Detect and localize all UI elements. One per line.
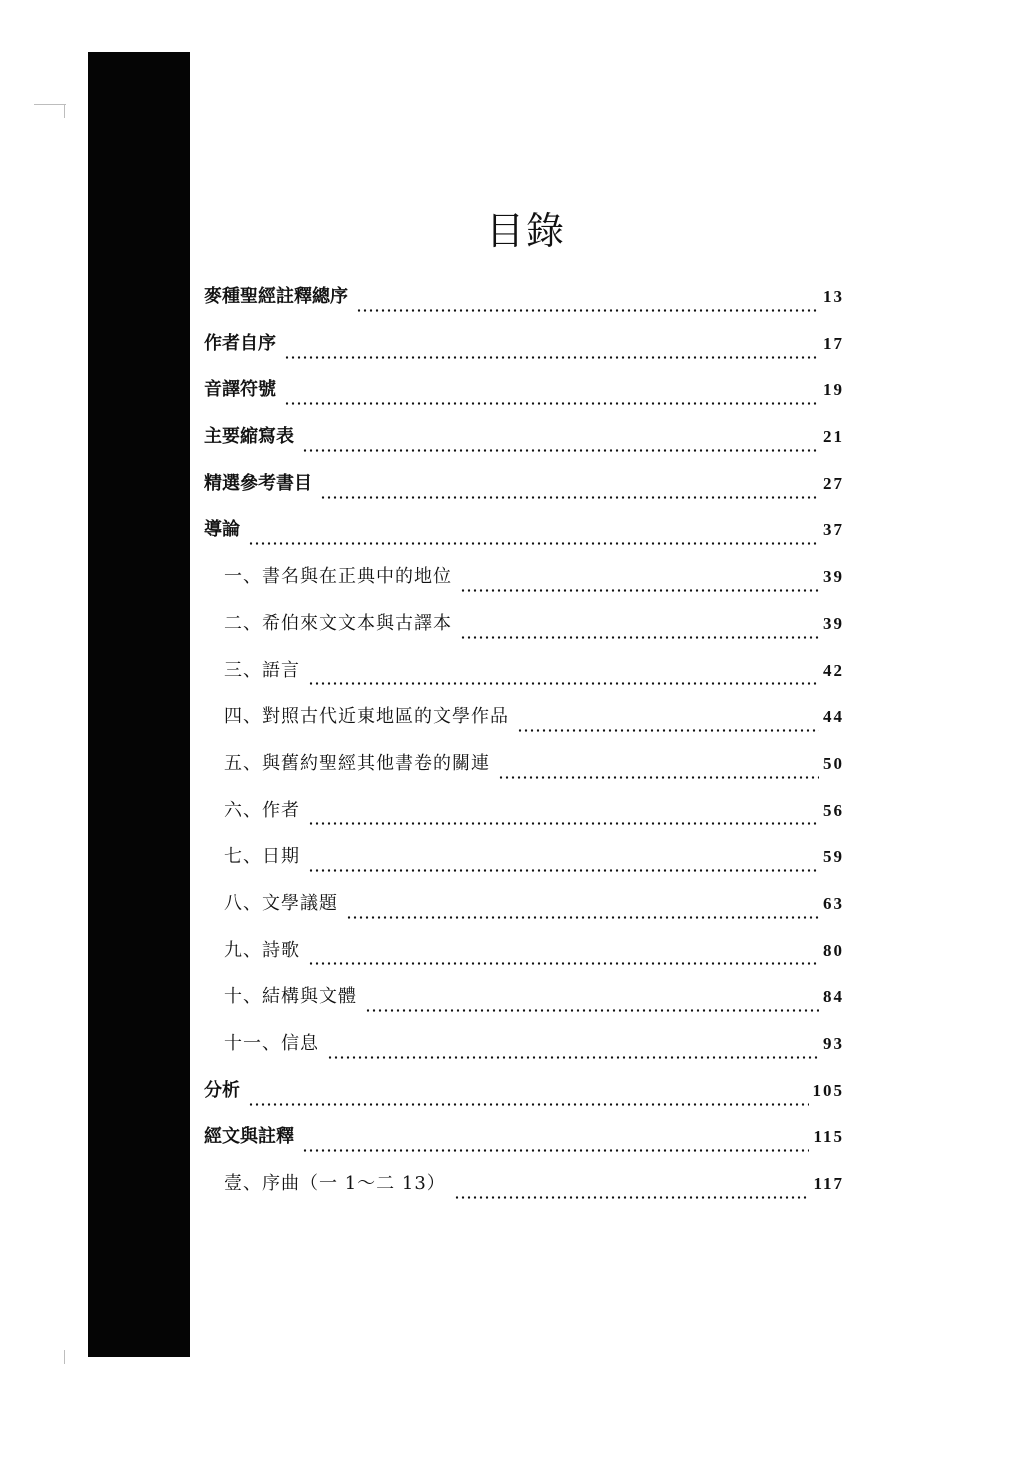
dot-leader bbox=[248, 542, 819, 545]
toc-entry bbox=[204, 1169, 844, 1216]
toc-entry-page-number: 27 bbox=[823, 473, 844, 493]
toc-entry-page-number: 93 bbox=[823, 1034, 844, 1053]
toc-entry-label: 六、作者 bbox=[224, 799, 300, 821]
dot-leader bbox=[365, 1009, 819, 1012]
toc-entry-page-number: 63 bbox=[823, 893, 844, 913]
dot-leader bbox=[460, 589, 819, 592]
toc-entry bbox=[204, 375, 844, 422]
toc-entry-label: 精選參考書目 bbox=[204, 472, 312, 494]
toc-entry-label: 八、文學議題 bbox=[224, 892, 338, 914]
dot-leader bbox=[308, 822, 819, 825]
dot-leader bbox=[308, 962, 819, 965]
toc-entry-page-number: 115 bbox=[813, 1127, 844, 1147]
toc-entry-label: 經文與註釋 bbox=[204, 1126, 294, 1148]
toc-entry bbox=[204, 796, 844, 843]
toc-entry-page-number: 21 bbox=[823, 427, 844, 447]
toc-entry bbox=[204, 982, 844, 1029]
scan-edge-line-bottom bbox=[64, 1350, 65, 1364]
toc-entry bbox=[204, 1029, 844, 1076]
toc-entry-label: 麥種聖經註釋總序 bbox=[204, 286, 348, 307]
dot-leader bbox=[320, 496, 819, 499]
toc-entry bbox=[204, 656, 844, 703]
toc-entry bbox=[204, 749, 844, 796]
toc-entry-label: 二、希伯來文文本與古譯本 bbox=[224, 612, 452, 634]
toc-entry-label: 十、結構與文體 bbox=[224, 986, 357, 1008]
toc-entry-page-number: 59 bbox=[823, 847, 844, 867]
toc-entry bbox=[204, 1076, 844, 1123]
toc-entry-label: 主要縮寫表 bbox=[204, 426, 294, 448]
toc-entry-label: 分析 bbox=[204, 1079, 240, 1101]
toc-entry-page-number: 13 bbox=[823, 287, 844, 306]
toc-entry bbox=[204, 469, 844, 516]
toc-entry-page-number: 50 bbox=[823, 753, 844, 773]
dot-leader bbox=[302, 1149, 809, 1152]
toc-entry bbox=[204, 282, 844, 329]
dot-leader bbox=[308, 869, 819, 872]
toc-entry-label: 作者自序 bbox=[204, 332, 276, 354]
dot-leader bbox=[517, 729, 819, 732]
toc-entry bbox=[204, 562, 844, 609]
toc-entry-label: 一、書名與在正典中的地位 bbox=[224, 566, 452, 588]
dot-leader bbox=[454, 1196, 810, 1199]
table-of-contents bbox=[204, 282, 844, 1216]
toc-entry-label: 四、對照古代近東地區的文學作品 bbox=[224, 706, 509, 728]
toc-entry-label: 十一、信息 bbox=[224, 1033, 319, 1054]
toc-entry-page-number: 37 bbox=[823, 520, 844, 540]
toc-entry bbox=[204, 1122, 844, 1169]
toc-entry bbox=[204, 842, 844, 889]
scan-edge-line-left bbox=[64, 104, 65, 118]
dot-leader bbox=[308, 682, 819, 685]
toc-entry-page-number: 39 bbox=[823, 567, 844, 587]
toc-entry bbox=[204, 422, 844, 469]
page-title: 目錄 bbox=[485, 209, 566, 253]
toc-entry bbox=[204, 936, 844, 983]
toc-entry bbox=[204, 515, 844, 562]
toc-entry-label: 五、與舊約聖經其他書卷的關連 bbox=[224, 752, 490, 774]
scan-edge-line-top bbox=[34, 104, 66, 105]
toc-entry-page-number: 80 bbox=[823, 940, 844, 960]
toc-entry-page-number: 39 bbox=[823, 613, 844, 633]
toc-entry-label: 導論 bbox=[204, 519, 240, 541]
dot-leader bbox=[498, 776, 819, 779]
toc-entry bbox=[204, 609, 844, 656]
dot-leader bbox=[248, 1103, 809, 1106]
toc-entry bbox=[204, 329, 844, 376]
toc-entry-page-number: 44 bbox=[823, 707, 844, 727]
dot-leader bbox=[284, 356, 819, 359]
dot-leader bbox=[460, 636, 819, 639]
toc-entry-page-number: 84 bbox=[823, 987, 844, 1007]
toc-entry-page-number: 19 bbox=[823, 380, 844, 400]
dot-leader bbox=[302, 449, 819, 452]
toc-entry-page-number: 105 bbox=[812, 1080, 844, 1100]
toc-entry-page-number: 17 bbox=[823, 333, 844, 353]
toc-entry-page-number: 42 bbox=[823, 660, 844, 680]
toc-entry-page-number: 117 bbox=[813, 1174, 844, 1194]
toc-entry-label: 音譯符號 bbox=[204, 379, 276, 401]
toc-entry-label: 九、詩歌 bbox=[224, 939, 300, 961]
toc-entry-label: 三、語言 bbox=[224, 659, 300, 681]
dot-leader bbox=[356, 309, 819, 312]
toc-entry-label: 壹、序曲（一 1～二 13） bbox=[224, 1173, 446, 1195]
dot-leader bbox=[284, 402, 819, 405]
dot-leader bbox=[327, 1056, 819, 1059]
dot-leader bbox=[346, 916, 819, 919]
toc-entry bbox=[204, 889, 844, 936]
toc-entry-page-number: 56 bbox=[823, 800, 844, 820]
toc-entry bbox=[204, 702, 844, 749]
toc-entry-label: 七、日期 bbox=[224, 846, 300, 868]
